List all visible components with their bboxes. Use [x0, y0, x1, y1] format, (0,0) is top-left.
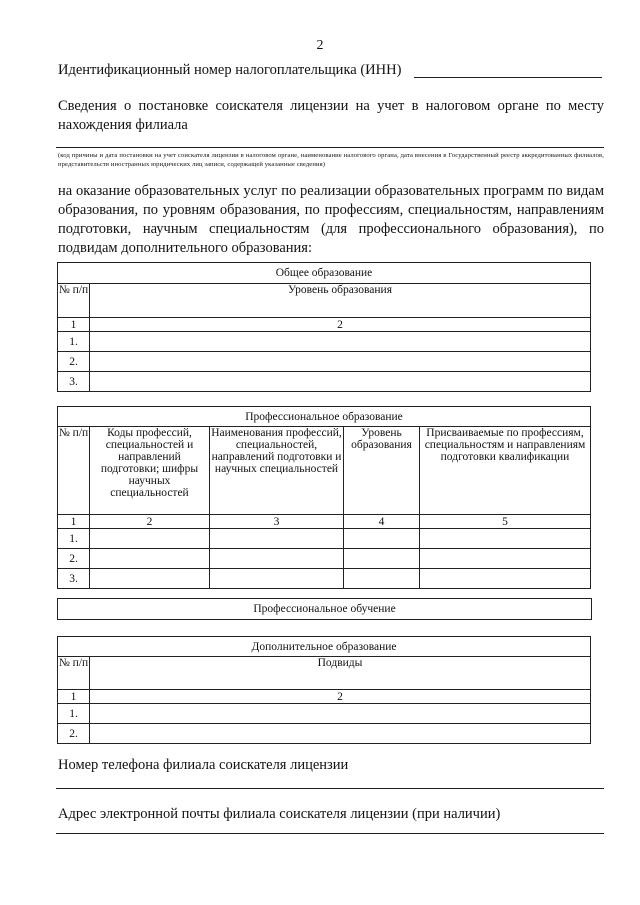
phone-label: Номер телефона филиала соискателя лицензии: [58, 757, 349, 773]
email-field-line[interactable]: [56, 833, 604, 834]
col-number: № п/п: [58, 657, 90, 690]
index-cell: 1: [58, 690, 90, 704]
tax-registration-heading: Сведения о постановке соискателя лицензии на учет в налоговом органе по месту нахождения филиала: [58, 98, 604, 133]
general-education-table: [57, 262, 591, 392]
table-cell[interactable]: [420, 569, 591, 589]
services-text: на оказание образовательных услуг по реализации образовательных программ по видам образования, по уровням образования, по профессиям, специальностям, направлениям подготовки, научным специальностям (для профессионального образования), по подвидам дополнительного образования:: [58, 183, 604, 256]
table-row-number: 1.: [58, 529, 90, 549]
index-cell: 3: [210, 515, 344, 529]
page-number: 2: [316, 38, 324, 53]
table-cell[interactable]: [90, 704, 591, 724]
professional-education-title: Профессиональное образование: [58, 407, 591, 427]
table-cell[interactable]: [420, 529, 591, 549]
table-cell[interactable]: [210, 569, 344, 589]
table-row-number: 1.: [58, 704, 90, 724]
table-cell[interactable]: [90, 569, 210, 589]
table-row-number: 2.: [58, 549, 90, 569]
col-codes: Коды профессий, специальностей и направлений подготовки; шифры научных специальностей: [90, 427, 210, 515]
index-cell: 5: [420, 515, 591, 529]
table-cell[interactable]: [90, 529, 210, 549]
col-number: № п/п: [58, 284, 90, 318]
table-cell[interactable]: [90, 352, 591, 372]
col-subtype: Подвиды: [90, 657, 591, 690]
tax-registration-note: (код причины и дата постановки на учет соискателя лицензии в налоговом органе, наименование налогового органа, дата внесения в Государственный реестр аккредитованных филиалов, представительств иностранных юридических лиц записи, содержащей указанные сведения): [58, 152, 604, 168]
professional-training-box: Профессиональное обучение: [57, 598, 592, 620]
phone-field-line[interactable]: [56, 788, 604, 789]
additional-education-title: Дополнительное образование: [58, 637, 591, 657]
col-number: № п/п: [58, 427, 90, 515]
col-level: Уровень образования: [90, 284, 591, 318]
general-education-title: Общее образование: [58, 263, 591, 284]
inn-label: Идентификационный номер налогоплательщика (ИНН): [58, 62, 402, 78]
table-cell[interactable]: [210, 549, 344, 569]
table-row-number: 1.: [58, 332, 90, 352]
table-cell[interactable]: [90, 332, 591, 352]
table-cell[interactable]: [344, 549, 420, 569]
index-cell: 4: [344, 515, 420, 529]
table-cell[interactable]: [420, 549, 591, 569]
table-cell[interactable]: [90, 549, 210, 569]
table-cell[interactable]: [90, 724, 591, 744]
table-row-number: 2.: [58, 352, 90, 372]
table-row-number: 3.: [58, 372, 90, 392]
table-cell[interactable]: [344, 569, 420, 589]
table-row-number: 3.: [58, 569, 90, 589]
index-cell: 1: [58, 318, 90, 332]
index-cell: 2: [90, 318, 591, 332]
col-qualification: Присваиваемые по профессиям, специальностям и направлениям подготовки квалификации: [420, 427, 591, 515]
table-row-number: 2.: [58, 724, 90, 744]
inn-field-line: [414, 77, 602, 78]
additional-education-table: [57, 636, 591, 744]
professional-education-table: [57, 406, 591, 589]
index-cell: 2: [90, 515, 210, 529]
index-cell: 2: [90, 690, 591, 704]
table-cell[interactable]: [90, 372, 591, 392]
index-cell: 1: [58, 515, 90, 529]
email-label: Адрес электронной почты филиала соискателя лицензии (при наличии): [58, 806, 501, 822]
table-cell[interactable]: [210, 529, 344, 549]
tax-registration-line: [56, 147, 604, 148]
table-cell[interactable]: [344, 529, 420, 549]
col-level: Уровень образования: [344, 427, 420, 515]
col-names: Наименования профессий, специальностей, направлений подготовки и научных специальностей: [210, 427, 344, 515]
